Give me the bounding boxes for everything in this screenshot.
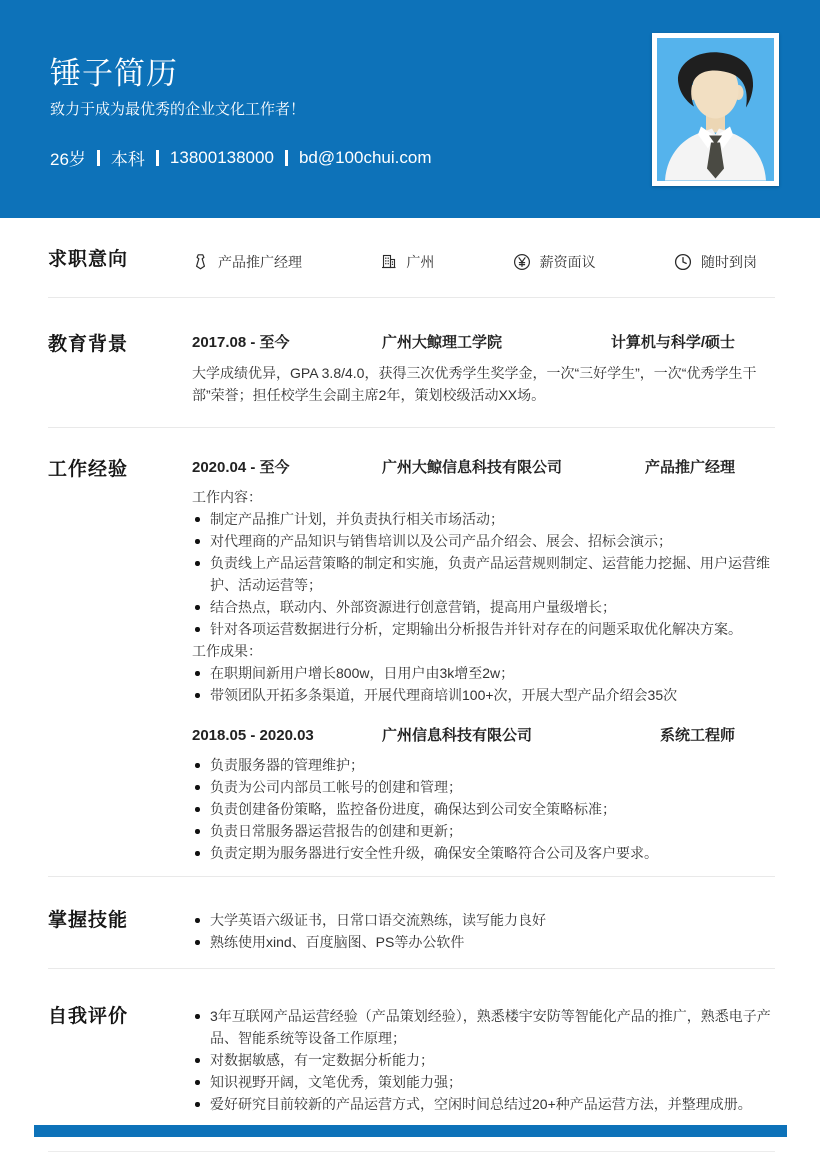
resume-body <box>0 248 820 1115</box>
bullet-item: 知识视野开阔，文笔优秀，策划能力强； <box>192 1071 775 1093</box>
intent-item-city <box>380 252 434 272</box>
personal-info-line <box>50 145 432 170</box>
intent-salary-label: 薪资面议 <box>539 253 596 270</box>
info-separator <box>156 150 159 166</box>
education-period: 2017.08 - 至今 <box>192 334 290 351</box>
cartoon-man-icon <box>657 38 774 181</box>
section-self-evaluation <box>48 1005 775 1115</box>
section-divider <box>48 968 775 969</box>
section-divider <box>48 876 775 877</box>
section-title-job-intention: 求职意向 <box>48 249 129 270</box>
section-divider <box>48 427 775 428</box>
job-result-list <box>192 662 775 706</box>
education-description: 大学成绩优异，GPA 3.8/4.0，获得三次优秀学生奖学金，一次“三好学生”，一次“优秀学生干部”荣誉；担任校学生会副主席2年，策划校级活动XX场。 <box>192 365 757 403</box>
job-company: 广州大鲸信息科技有限公司 <box>382 459 563 476</box>
education-entry-head <box>192 333 775 353</box>
bullet-item: 大学英语六级证书，日常口语交流熟练，读写能力良好 <box>192 909 775 931</box>
job-content-list <box>192 508 775 640</box>
section-education <box>48 333 775 406</box>
work-body <box>192 458 775 864</box>
resume-header <box>0 0 820 218</box>
job-intention-row <box>192 251 775 272</box>
info-separator <box>285 150 288 166</box>
intent-item-availability <box>674 252 757 272</box>
job-entry-2 <box>192 726 775 864</box>
tie-icon <box>192 253 209 270</box>
resume-subtitle: 致力于成为最优秀的企业文化工作者！ <box>50 101 306 118</box>
education-body <box>192 333 775 406</box>
job-duty-list <box>192 754 775 864</box>
bullet-item: 负责服务器的管理维护； <box>192 754 775 776</box>
bullet-item: 熟练使用xind、百度脑图、PS等办公软件 <box>192 931 775 953</box>
intent-availability-label: 随时到岗 <box>700 253 757 270</box>
section-job-intention <box>48 248 775 272</box>
clock-icon <box>674 253 692 271</box>
section-title-education: 教育背景 <box>48 334 129 355</box>
bullet-item: 结合热点，联动内、外部资源进行创意营销，提高用户量级增长； <box>192 596 775 618</box>
next-page-top-line <box>48 1151 775 1152</box>
intent-position-label: 产品推广经理 <box>218 253 302 270</box>
job-content-label: 工作内容： <box>192 489 262 505</box>
section-title-skills: 掌握技能 <box>48 910 129 931</box>
info-degree: 本科 <box>110 150 145 169</box>
avatar-illustration <box>657 38 774 181</box>
bullet-item: 负责为公司内部员工帐号的创建和管理； <box>192 776 775 798</box>
info-email: bd@100chui.com <box>298 147 432 167</box>
info-separator <box>97 150 100 166</box>
bullet-item: 针对各项运营数据进行分析，定期输出分析报告并针对存在的问题采取优化解决方案。 <box>192 618 775 640</box>
job-result-label: 工作成果： <box>192 643 262 659</box>
bullet-item: 负责日常服务器运营报告的创建和更新； <box>192 820 775 842</box>
job-role: 产品推广经理 <box>644 459 735 476</box>
bullet-item: 3年互联网产品运营经验（产品策划经验），熟悉楼宇安防等智能化产品的推广，熟悉电子产品、智能系统等设备工作原理； <box>192 1005 775 1049</box>
job-role: 系统工程师 <box>659 727 735 744</box>
bullet-item: 制定产品推广计划，并负责执行相关市场活动； <box>192 508 775 530</box>
skills-list <box>192 909 775 953</box>
bullet-item: 爱好研究目前较新的产品运营方式，空闲时间总结过20+种产品运营方法，并整理成册。 <box>192 1093 775 1115</box>
bullet-item: 带领团队开拓多条渠道，开展代理商培训100+次，开展大型产品介绍会35次 <box>192 684 775 706</box>
intent-city-label: 广州 <box>406 253 435 270</box>
bullet-item: 负责定期为服务器进行安全性升级，确保安全策略符合公司及客户要求。 <box>192 842 775 864</box>
section-title-work-experience: 工作经验 <box>48 459 129 480</box>
job-entry-head <box>192 458 775 478</box>
education-major: 计算机与科学/硕士 <box>610 334 735 351</box>
bullet-item: 在职期间新用户增长800w，日用户由3k增至2w； <box>192 662 775 684</box>
info-age: 26岁 <box>50 150 86 169</box>
bullet-item: 对数据敏感，有一定数据分析能力； <box>192 1049 775 1071</box>
job-period: 2020.04 - 至今 <box>192 459 290 476</box>
job-company: 广州信息科技有限公司 <box>382 727 533 744</box>
bullet-item: 负责线上产品运营策略的制定和实施，负责产品运营规则制定、运营能力挖掘、用户运营维护、活动运营等； <box>192 552 775 596</box>
self-evaluation-list <box>192 1005 775 1115</box>
bullet-item: 对代理商的产品知识与销售培训以及公司产品介绍会、展会、招标会演示； <box>192 530 775 552</box>
resume-title: 锤子简历 <box>50 56 178 91</box>
job-period: 2018.05 - 2020.03 <box>192 727 314 744</box>
info-phone: 13800138000 <box>169 147 274 167</box>
header-text-block <box>50 56 432 170</box>
job-entry-head <box>192 726 775 746</box>
section-divider <box>48 297 775 298</box>
intent-item-salary <box>513 252 596 272</box>
self-evaluation-body <box>192 1005 775 1115</box>
section-title-self-evaluation: 自我评价 <box>48 1006 129 1027</box>
section-skills <box>48 909 775 953</box>
profile-photo <box>652 33 779 186</box>
yuan-icon <box>513 253 531 271</box>
building-icon <box>380 253 397 270</box>
page-break-bar <box>34 1125 787 1137</box>
job-entry-1 <box>192 458 775 706</box>
skills-body <box>192 909 775 953</box>
bullet-item: 负责创建备份策略，监控备份进度，确保达到公司安全策略标准； <box>192 798 775 820</box>
intent-item-position <box>192 252 302 272</box>
education-school: 广州大鲸理工学院 <box>382 334 503 351</box>
section-work-experience <box>48 458 775 864</box>
